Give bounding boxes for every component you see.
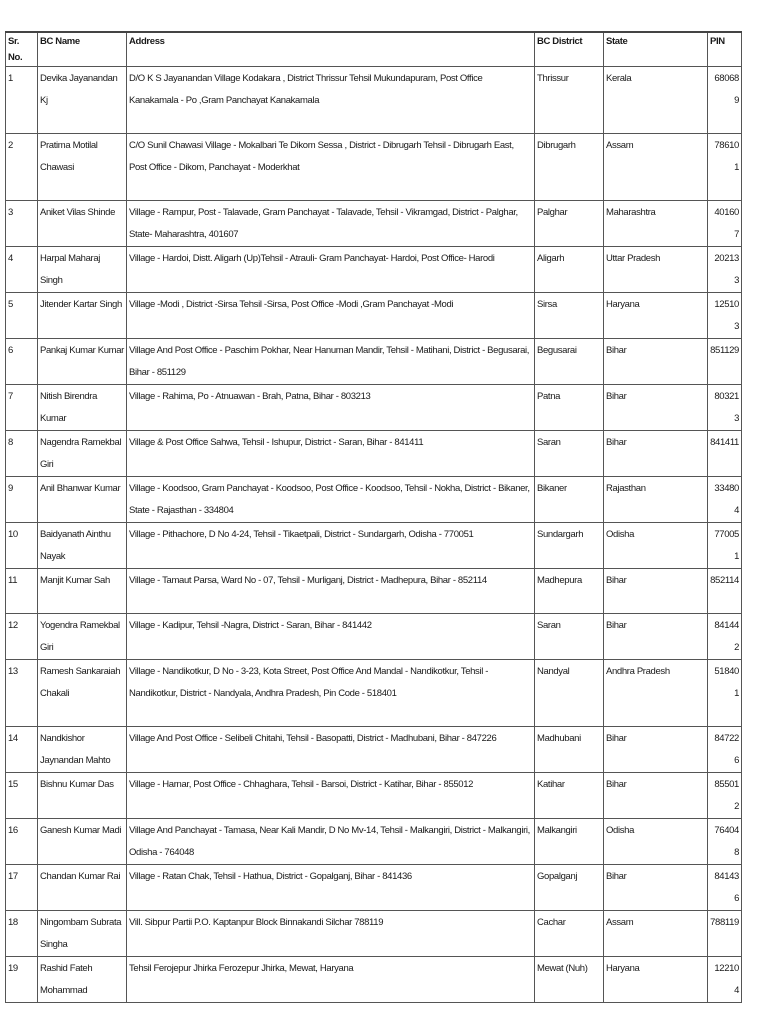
table-row bbox=[6, 727, 742, 773]
table-row bbox=[6, 293, 742, 339]
table-row bbox=[6, 773, 742, 819]
cell-address: Village - Nandikotkur, D No - 3-23, Kota Street, Post Office And Mandal - Nandikotkur, Tehsil - Nandikotkur, District - Nandyala, Andhra Pradesh, Pin Code - 518401 bbox=[127, 660, 535, 727]
cell-bc-district: Palghar bbox=[535, 201, 604, 247]
cell-pin: 680689 bbox=[708, 67, 742, 134]
table-row bbox=[6, 431, 742, 477]
cell-bc-name: Chandan Kumar Rai bbox=[38, 865, 127, 911]
cell-state: Assam bbox=[604, 911, 708, 957]
cell-sr-no: 10 bbox=[6, 523, 38, 569]
cell-bc-district: Saran bbox=[535, 431, 604, 477]
cell-state: Bihar bbox=[604, 614, 708, 660]
cell-sr-no: 6 bbox=[6, 339, 38, 385]
cell-address: Village And Post Office - Paschim Pokhar, Near Hanuman Mandir, Tehsil - Matihani, District - Begusarai, Bihar - 851129 bbox=[127, 339, 535, 385]
cell-address: Tehsil Ferojepur Jhirka Ferozepur Jhirka, Mewat, Haryana bbox=[127, 957, 535, 1003]
header-bc-name: BC Name bbox=[38, 32, 127, 67]
cell-sr-no: 1 bbox=[6, 67, 38, 134]
cell-pin: 122104 bbox=[708, 957, 742, 1003]
cell-pin: 202133 bbox=[708, 247, 742, 293]
cell-bc-district: Gopalganj bbox=[535, 865, 604, 911]
cell-state: Assam bbox=[604, 134, 708, 201]
cell-pin: 786101 bbox=[708, 134, 742, 201]
cell-address: Village - Hardoi, Distt. Aligarh (Up)Tehsil - Atrauli- Gram Panchayat- Hardoi, Post Office- Harodi bbox=[127, 247, 535, 293]
cell-sr-no: 4 bbox=[6, 247, 38, 293]
cell-bc-name: Ganesh Kumar Madi bbox=[38, 819, 127, 865]
cell-bc-district: Cachar bbox=[535, 911, 604, 957]
cell-bc-name: Ramesh Sankaraiah Chakali bbox=[38, 660, 127, 727]
header-state: State bbox=[604, 32, 708, 67]
cell-bc-name: Nagendra Ramekbal Giri bbox=[38, 431, 127, 477]
cell-address: Village -Modi , District -Sirsa Tehsil -Sirsa, Post Office -Modi ,Gram Panchayat -Modi bbox=[127, 293, 535, 339]
cell-state: Andhra Pradesh bbox=[604, 660, 708, 727]
cell-state: Bihar bbox=[604, 569, 708, 614]
cell-bc-name: Nandkishor Jaynandan Mahto bbox=[38, 727, 127, 773]
cell-state: Rajasthan bbox=[604, 477, 708, 523]
table-row bbox=[6, 339, 742, 385]
cell-bc-name: Nitish Birendra Kumar bbox=[38, 385, 127, 431]
header-sr-no: Sr. No. bbox=[6, 32, 38, 67]
cell-bc-district: Dibrugarh bbox=[535, 134, 604, 201]
cell-sr-no: 9 bbox=[6, 477, 38, 523]
cell-bc-district: Patna bbox=[535, 385, 604, 431]
header-row bbox=[6, 32, 742, 67]
cell-address: Vill. Sibpur Partii P.O. Kaptanpur Block Binnakandi Silchar 788119 bbox=[127, 911, 535, 957]
cell-sr-no: 8 bbox=[6, 431, 38, 477]
table-row bbox=[6, 477, 742, 523]
table-row bbox=[6, 660, 742, 727]
cell-bc-name: Baidyanath Ainthu Nayak bbox=[38, 523, 127, 569]
cell-bc-name: Manjit Kumar Sah bbox=[38, 569, 127, 614]
cell-pin: 847226 bbox=[708, 727, 742, 773]
cell-state: Maharashtra bbox=[604, 201, 708, 247]
cell-state: Bihar bbox=[604, 773, 708, 819]
bc-table bbox=[5, 31, 742, 1003]
cell-address: Village - Koodsoo, Gram Panchayat - Koodsoo, Post Office - Koodsoo, Tehsil - Nokha, District - Bikaner, State - Rajasthan - 334804 bbox=[127, 477, 535, 523]
cell-bc-district: Sundargarh bbox=[535, 523, 604, 569]
table-row bbox=[6, 819, 742, 865]
cell-sr-no: 19 bbox=[6, 957, 38, 1003]
cell-pin: 334804 bbox=[708, 477, 742, 523]
table-row bbox=[6, 201, 742, 247]
table-row bbox=[6, 134, 742, 201]
cell-pin: 125103 bbox=[708, 293, 742, 339]
cell-pin: 841411 bbox=[708, 431, 742, 477]
cell-bc-district: Sirsa bbox=[535, 293, 604, 339]
cell-bc-name: Bishnu Kumar Das bbox=[38, 773, 127, 819]
cell-sr-no: 18 bbox=[6, 911, 38, 957]
cell-bc-name: Pankaj Kumar Kumar bbox=[38, 339, 127, 385]
cell-pin: 401607 bbox=[708, 201, 742, 247]
cell-sr-no: 14 bbox=[6, 727, 38, 773]
cell-pin: 518401 bbox=[708, 660, 742, 727]
cell-address: Village - Ratan Chak, Tehsil - Hathua, District - Gopalganj, Bihar - 841436 bbox=[127, 865, 535, 911]
cell-bc-name: Devika Jayanandan Kj bbox=[38, 67, 127, 134]
table-row bbox=[6, 569, 742, 614]
cell-state: Bihar bbox=[604, 339, 708, 385]
table-row bbox=[6, 523, 742, 569]
cell-sr-no: 7 bbox=[6, 385, 38, 431]
cell-pin: 841442 bbox=[708, 614, 742, 660]
cell-state: Odisha bbox=[604, 523, 708, 569]
cell-bc-district: Saran bbox=[535, 614, 604, 660]
cell-state: Haryana bbox=[604, 957, 708, 1003]
cell-pin: 851129 bbox=[708, 339, 742, 385]
cell-state: Uttar Pradesh bbox=[604, 247, 708, 293]
cell-bc-name: Rashid Fateh Mohammad bbox=[38, 957, 127, 1003]
cell-bc-name: Aniket Vilas Shinde bbox=[38, 201, 127, 247]
cell-pin: 841436 bbox=[708, 865, 742, 911]
cell-pin: 770051 bbox=[708, 523, 742, 569]
cell-bc-district: Nandyal bbox=[535, 660, 604, 727]
cell-address: Village And Post Office - Selibeli Chitahi, Tehsil - Basopatti, District - Madhubani, Bihar - 847226 bbox=[127, 727, 535, 773]
cell-pin: 788119 bbox=[708, 911, 742, 957]
cell-address: Village And Panchayat - Tamasa, Near Kali Mandir, D No Mv-14, Tehsil - Malkangiri, District - Malkangiri, Odisha - 764048 bbox=[127, 819, 535, 865]
table-row bbox=[6, 385, 742, 431]
cell-address: Village - Harnar, Post Office - Chhaghara, Tehsil - Barsoi, District - Katihar, Bihar - 855012 bbox=[127, 773, 535, 819]
cell-state: Bihar bbox=[604, 727, 708, 773]
bc-list-sheet bbox=[5, 31, 741, 1003]
table-row bbox=[6, 614, 742, 660]
table-row bbox=[6, 67, 742, 134]
cell-bc-name: Harpal Maharaj Singh bbox=[38, 247, 127, 293]
header-pin: PIN bbox=[708, 32, 742, 67]
cell-bc-district: Madhubani bbox=[535, 727, 604, 773]
cell-state: Kerala bbox=[604, 67, 708, 134]
cell-address: Village - Rahima, Po - Atnuawan - Brah, Patna, Bihar - 803213 bbox=[127, 385, 535, 431]
cell-pin: 803213 bbox=[708, 385, 742, 431]
cell-state: Bihar bbox=[604, 865, 708, 911]
cell-state: Bihar bbox=[604, 385, 708, 431]
cell-address: Village - Kadipur, Tehsil -Nagra, District - Saran, Bihar - 841442 bbox=[127, 614, 535, 660]
cell-state: Haryana bbox=[604, 293, 708, 339]
table-row bbox=[6, 911, 742, 957]
cell-bc-district: Thrissur bbox=[535, 67, 604, 134]
cell-bc-district: Madhepura bbox=[535, 569, 604, 614]
cell-bc-name: Jitender Kartar Singh bbox=[38, 293, 127, 339]
cell-bc-district: Begusarai bbox=[535, 339, 604, 385]
cell-sr-no: 17 bbox=[6, 865, 38, 911]
cell-bc-district: Aligarh bbox=[535, 247, 604, 293]
cell-sr-no: 2 bbox=[6, 134, 38, 201]
cell-pin: 852114 bbox=[708, 569, 742, 614]
header-address: Address bbox=[127, 32, 535, 67]
table-row bbox=[6, 865, 742, 911]
cell-bc-name: Ningombam Subrata Singha bbox=[38, 911, 127, 957]
cell-sr-no: 3 bbox=[6, 201, 38, 247]
cell-state: Odisha bbox=[604, 819, 708, 865]
header-bc-district: BC District bbox=[535, 32, 604, 67]
cell-address: D/O K S Jayanandan Village Kodakara , District Thrissur Tehsil Mukundapuram, Post Office Kanakamala - Po ,Gram Panchayat Kanakamala bbox=[127, 67, 535, 134]
cell-address: C/O Sunil Chawasi Village - Mokalbari Te Dikom Sessa , District - Dibrugarh Tehsil - Dibrugarh East, Post Office - Dikom, Panchayat - Moderkhat bbox=[127, 134, 535, 201]
cell-sr-no: 12 bbox=[6, 614, 38, 660]
cell-sr-no: 15 bbox=[6, 773, 38, 819]
cell-pin: 764048 bbox=[708, 819, 742, 865]
cell-sr-no: 13 bbox=[6, 660, 38, 727]
cell-bc-district: Bikaner bbox=[535, 477, 604, 523]
cell-address: Village - Tamaut Parsa, Ward No - 07, Tehsil - Murliganj, District - Madhepura, Bihar - 852114 bbox=[127, 569, 535, 614]
cell-bc-name: Yogendra Ramekbal Giri bbox=[38, 614, 127, 660]
cell-bc-district: Mewat (Nuh) bbox=[535, 957, 604, 1003]
cell-bc-district: Katihar bbox=[535, 773, 604, 819]
cell-sr-no: 5 bbox=[6, 293, 38, 339]
cell-sr-no: 11 bbox=[6, 569, 38, 614]
cell-bc-name: Anil Bhanwar Kumar bbox=[38, 477, 127, 523]
table-row bbox=[6, 957, 742, 1003]
cell-address: Village - Pithachore, D No 4-24, Tehsil - Tikaetpali, District - Sundargarh, Odisha - 770051 bbox=[127, 523, 535, 569]
cell-address: Village - Rampur, Post - Talavade, Gram Panchayat - Talavade, Tehsil - Vikramgad, District - Palghar, State- Maharashtra, 401607 bbox=[127, 201, 535, 247]
cell-bc-name: Pratima Motilal Chawasi bbox=[38, 134, 127, 201]
cell-pin: 855012 bbox=[708, 773, 742, 819]
table-row bbox=[6, 247, 742, 293]
cell-address: Village & Post Office Sahwa, Tehsil - Ishupur, District - Saran, Bihar - 841411 bbox=[127, 431, 535, 477]
cell-sr-no: 16 bbox=[6, 819, 38, 865]
cell-bc-district: Malkangiri bbox=[535, 819, 604, 865]
cell-state: Bihar bbox=[604, 431, 708, 477]
